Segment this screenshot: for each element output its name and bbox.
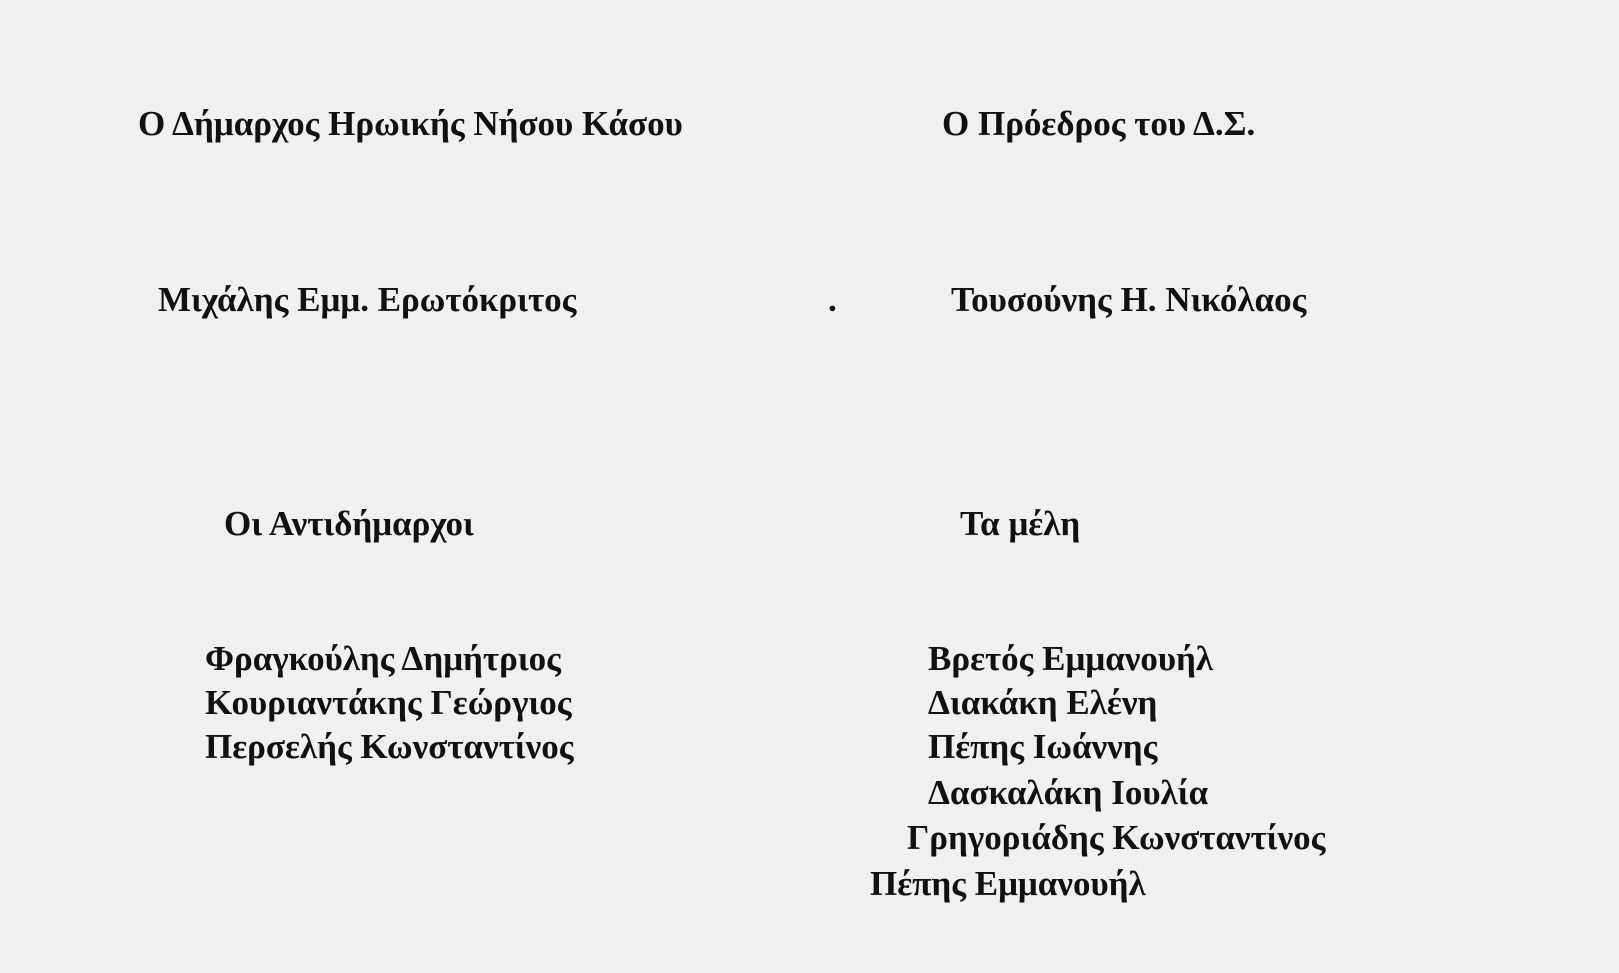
deputy-mayor-name: Κουριαντάκης Γεώργιος (205, 683, 572, 722)
mayor-title: Ο Δήμαρχος Ηρωικής Νήσου Κάσου (138, 104, 683, 143)
president-title: Ο Πρόεδρος του Δ.Σ. (942, 104, 1256, 143)
deputy-mayor-name: Περσελής Κωνσταντίνος (205, 727, 574, 766)
member-name: Πέπης Ιωάννης (928, 727, 1158, 766)
member-name: Δασκαλάκη Ιουλία (928, 773, 1209, 812)
deputy-mayors-heading: Οι Αντιδήμαρχοι (224, 504, 474, 543)
mayor-name: Μιχάλης Εμμ. Ερωτόκριτος (158, 280, 577, 319)
president-name: Τουσούνης Η. Νικόλαος (951, 280, 1307, 319)
member-name: Γρηγοριάδης Κωνσταντίνος (907, 818, 1326, 857)
members-heading: Τα μέλη (960, 504, 1081, 543)
separator-dot: . (828, 280, 837, 319)
member-name: Βρετός Εμμανουήλ (928, 639, 1214, 678)
member-name: Πέπης Εμμανουήλ (870, 864, 1146, 903)
member-name: Διακάκη Ελένη (928, 683, 1158, 722)
deputy-mayor-name: Φραγκούλης Δημήτριος (205, 639, 561, 678)
